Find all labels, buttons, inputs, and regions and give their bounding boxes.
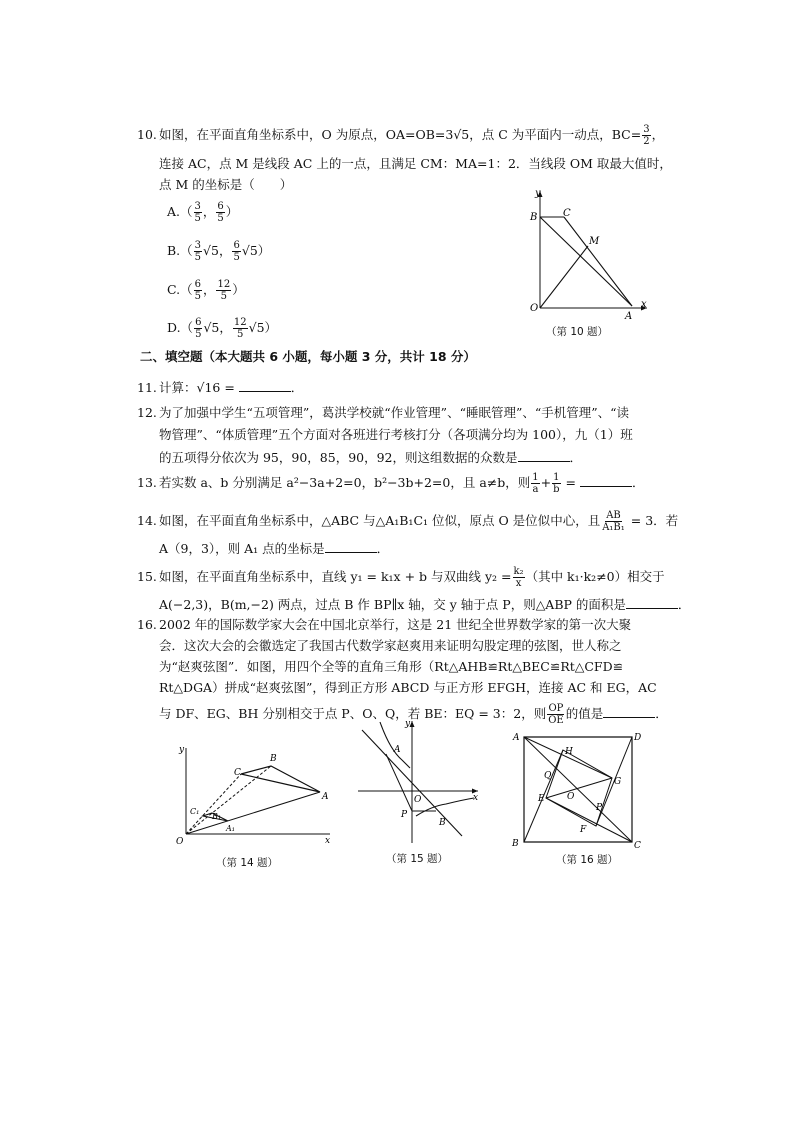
segment-om xyxy=(540,246,588,308)
section-title-fill-blank: 二、填空题（本大题共 6 小题，每小题 3 分，共计 18 分） xyxy=(140,349,476,364)
q10-option-a[interactable]: A.（ $\frac{3}{5}$ ， $\frac{6}{5}$ ） xyxy=(167,201,239,224)
label-C: C xyxy=(563,208,571,219)
svg-text:Q: Q xyxy=(544,771,552,781)
svg-text:B: B xyxy=(512,839,519,848)
q12-line2: 物管理”、“体质管理”五个方面对各班进行考核打分（各项满分均为 100），九（1）班 xyxy=(159,427,633,442)
svg-text:A: A xyxy=(513,733,520,743)
q11-answer-blank[interactable] xyxy=(239,379,291,392)
hyperbola-lower-branch xyxy=(416,798,474,816)
ray-oa xyxy=(186,792,320,834)
q10-option-b[interactable]: B.（ $\frac{3}{5}$ √5， $\frac{6}{5}$ √5） xyxy=(167,240,271,263)
q12-line1: 12. 为了加强中学生“五项管理”，葛洪学校就“作业管理”、“睡眠管理”、“手机管理”、“读 xyxy=(137,405,630,420)
q10-caption: （第 10 题） xyxy=(546,326,609,338)
segment-ce xyxy=(546,798,632,842)
svg-text:P: P xyxy=(401,810,408,820)
svg-text:A: A xyxy=(322,792,329,802)
q16-line1: 16. 2002 年的国际数学家大会在中国北京举行，这是 21 世纪全世界数学家的第一次大聚 xyxy=(137,617,632,632)
svg-text:G: G xyxy=(614,777,622,787)
label-M: M xyxy=(589,236,600,247)
segment-eg xyxy=(546,778,612,798)
svg-text:O: O xyxy=(567,792,575,802)
q13-line: 13. 若实数 a、b 分别满足 a²−3a+2=0，b²−3b+2=0，且 a≠b，则 $\frac{1}{a}$ + $\frac{1}{b}$ = ． xyxy=(137,472,645,495)
svg-text:B₁: B₁ xyxy=(212,812,222,821)
q15-line2: A(−2,3)，B(m,−2) 两点，过点 B 作 BP∥x 轴，交 y 轴于点 P，则△ABP 的面积是 ． xyxy=(159,597,691,612)
svg-text:D: D xyxy=(634,733,642,743)
q14-figure xyxy=(168,744,338,849)
label-y: y xyxy=(535,188,541,199)
q16-caption: （第 16 题） xyxy=(556,854,619,866)
label-x: x xyxy=(641,299,647,310)
q11-line: 11. 计算：√16 = ． xyxy=(137,380,304,395)
q12-line3: 的五项得分依次为 95，90，85，90，92，则这组数据的众数是 ． xyxy=(159,450,583,465)
svg-text:A: A xyxy=(394,745,401,755)
svg-text:H: H xyxy=(565,747,573,757)
q10-figure xyxy=(522,183,662,323)
q10-option-c[interactable]: C.（ $\frac{6}{5}$ ， $\frac{12}{5}$ ） xyxy=(167,279,245,302)
svg-text:C: C xyxy=(634,841,641,848)
svg-text:P: P xyxy=(596,803,603,813)
svg-text:E: E xyxy=(538,794,545,804)
q14-line1: 14. 如图，在平面直角坐标系中，△ABC 与△A₁B₁C₁ 位似，原点 O 是位似中心，且 $\frac{AB}{\text{A₁B₁}}$ = 3．若 xyxy=(137,510,679,533)
q16-line3: 为“赵爽弦图”．如图，用四个全等的直角三角形（Rt△AHB≌Rt△BEC≌Rt△CFD≌ xyxy=(159,659,624,674)
q14-line2: A（9，3），则 A₁ 点的坐标是 ． xyxy=(159,541,390,556)
triangle-abc xyxy=(241,766,320,792)
svg-text:x: x xyxy=(473,793,479,803)
q10-option-d[interactable]: D.（ $\frac{6}{5}$ √5， $\frac{12}{5}$ √5） xyxy=(167,317,278,340)
q16-figure xyxy=(508,728,644,848)
q14-caption: （第 14 题） xyxy=(216,857,279,869)
q16-line2: 会．这次大会的会徽选定了我国古代数学家赵爽用来证明勾股定理的弦图，世人称之 xyxy=(159,638,622,653)
svg-text:y: y xyxy=(405,719,411,729)
q10-bc-fraction: $\frac{3}{2}$ xyxy=(643,124,650,147)
svg-text:C: C xyxy=(234,768,241,778)
q13-answer-blank[interactable] xyxy=(580,474,632,487)
svg-text:B: B xyxy=(270,754,277,764)
q12-answer-blank[interactable] xyxy=(518,449,570,462)
q10-line2: 连接 AC，点 M 是线段 AC 上的一点，且满足 CM：MA=1：2．当线段 OM 取最大值时， xyxy=(159,156,672,171)
q15-answer-blank[interactable] xyxy=(626,596,678,609)
svg-text:B: B xyxy=(439,818,446,828)
svg-text:x: x xyxy=(325,836,331,846)
svg-text:O: O xyxy=(176,837,184,847)
q10-line1: 10. 如图，在平面直角坐标系中，O 为原点，OA=OB=3√5，点 C 为平面内一动点，BC= $\frac{3}{2}$ ， xyxy=(137,124,665,147)
svg-text:C₁: C₁ xyxy=(190,807,200,816)
svg-text:O: O xyxy=(414,795,422,805)
q15-figure xyxy=(350,718,485,848)
label-O: O xyxy=(530,303,539,314)
q16-line5: 与 DF、EG、BH 分别相交于点 P、O、Q，若 BE：EQ = 3：2，则 $\frac{OP}{OE}$ 的值是 ． xyxy=(159,703,668,726)
diagonal-ac xyxy=(524,737,632,842)
q15-line1: 15. 如图，在平面直角坐标系中，直线 y₁ = k₁x + b 与双曲线 y₂ = $\frac{\text{k₂}}{x}$ （其中 k₁·k₂≠0）相交于 xyxy=(137,566,665,589)
svg-text:F: F xyxy=(580,825,587,835)
q10-line3: 点 M 的坐标是（ ） xyxy=(159,177,293,192)
segment-ba xyxy=(540,217,632,306)
segment-ag xyxy=(524,737,612,778)
q15-caption: （第 15 题） xyxy=(386,853,449,865)
label-B: B xyxy=(530,212,538,223)
q16-answer-blank[interactable] xyxy=(603,705,655,718)
segment-ap xyxy=(386,754,412,811)
q14-answer-blank[interactable] xyxy=(325,540,377,553)
label-A: A xyxy=(625,311,633,322)
q16-line4: Rt△DGA）拼成“赵爽弦图”，得到正方形 ABCD 与正方形 EFGH，连接 AC 和 EG，AC xyxy=(159,680,657,695)
segment-ca xyxy=(564,217,632,306)
svg-text:A₁: A₁ xyxy=(226,824,235,833)
svg-text:y: y xyxy=(179,745,185,755)
